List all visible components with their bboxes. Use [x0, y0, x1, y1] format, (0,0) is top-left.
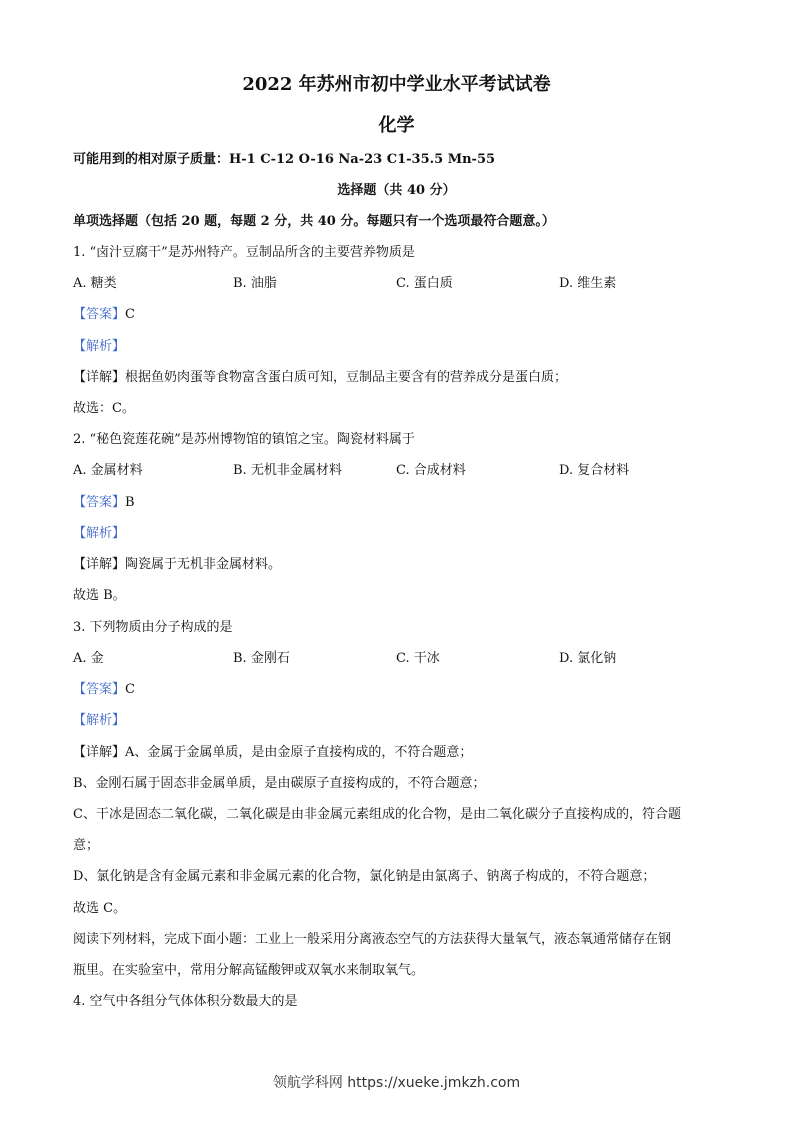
q2-answer-value: B	[125, 495, 135, 510]
section-heading: 选择题（共 40 分）	[337, 183, 456, 198]
q1-conclusion: 故选：C。	[73, 401, 135, 416]
section-instructions: 单项选择题（包括 20 题，每题 2 分，共 40 分。每题只有一个选项最符合题意。）	[73, 214, 555, 229]
q1-answer	[73, 307, 733, 323]
q1-option-a: A. 糖类	[73, 276, 117, 291]
q1-option-d: D. 维生素	[559, 276, 617, 291]
exam-title: 2022 年苏州市初中学业水平考试试卷	[242, 74, 551, 95]
q3-detail-c2: 意；	[73, 838, 100, 853]
q3-option-a: A. 金	[73, 651, 104, 666]
q2-option-a: A. 金属材料	[73, 463, 143, 478]
detail-label: 【详解】	[73, 370, 126, 385]
q1-detail-text: 根据鱼奶肉蛋等食物富含蛋白质可知，豆制品主要含有的营养成分是蛋白质；	[125, 370, 568, 385]
q3-option-d: D. 氯化钠	[559, 651, 617, 666]
subject-title: 化学	[378, 115, 415, 136]
q1-option-b: B. 油脂	[233, 276, 277, 291]
q2-analysis-label: 【解析】	[73, 526, 126, 541]
q2-answer	[73, 495, 733, 511]
answer-label: 【答案】	[73, 682, 126, 697]
answer-label: 【答案】	[73, 307, 126, 322]
q3-detail-d: D、氯化钠是含有金属元素和非金属元素的化合物，氯化钠是由氯离子、钠离子构成的，不符合题意；	[73, 869, 656, 884]
q2-options	[73, 463, 733, 479]
q3-answer-value: C	[125, 682, 135, 697]
q2-conclusion: 故选 B。	[73, 588, 126, 603]
q1-answer-value: C	[125, 307, 135, 322]
q1-option-c: C. 蛋白质	[396, 276, 453, 291]
reading-line-1: 阅读下列材料，完成下面小题：工业上一般采用分离液态空气的方法获得大量氧气，液态氧通常储存在钢	[73, 932, 672, 947]
q3-stem: 3. 下列物质由分子构成的是	[73, 620, 233, 635]
q2-option-d: D. 复合材料	[559, 463, 630, 478]
q3-detail-a	[73, 745, 733, 761]
q1-analysis-label: 【解析】	[73, 339, 126, 354]
q2-option-b: B. 无机非金属材料	[233, 463, 342, 478]
q1-options	[73, 276, 733, 292]
q2-detail	[73, 557, 733, 573]
q3-detail-b: B、金刚石属于固态非金属单质，是由碳原子直接构成的，不符合题意；	[73, 776, 486, 791]
q3-conclusion: 故选 C。	[73, 901, 127, 916]
q3-analysis-label: 【解析】	[73, 713, 126, 728]
footer-watermark: 领航学科网 https://xueke.jmkzh.com	[272, 1075, 521, 1091]
q3-option-b: B. 金刚石	[233, 651, 290, 666]
reading-line-2: 瓶里。在实验室中，常用分解高锰酸钾或双氧水来制取氧气。	[73, 963, 425, 978]
q3-detail-a-text: A、金属于金属单质，是由金原子直接构成的，不符合题意；	[125, 745, 473, 760]
q3-answer	[73, 682, 733, 698]
detail-label: 【详解】	[73, 557, 126, 572]
q2-option-c: C. 合成材料	[396, 463, 466, 478]
answer-label: 【答案】	[73, 495, 126, 510]
q3-options	[73, 651, 733, 667]
q4-stem: 4. 空气中各组分气体体积分数最大的是	[73, 994, 298, 1009]
q3-detail-c1: C、干冰是固态二氧化碳，二氧化碳是由非金属元素组成的化合物，是由二氧化碳分子直接构成的，符合题	[73, 807, 681, 822]
q2-stem: 2. “秘色瓷莲花碗”是苏州博物馆的镇馆之宝。陶瓷材料属于	[73, 432, 415, 447]
detail-label: 【详解】	[73, 745, 126, 760]
q3-option-c: C. 干冰	[396, 651, 440, 666]
q1-detail	[73, 370, 733, 386]
q2-detail-text: 陶瓷属于无机非金属材料。	[125, 557, 282, 572]
q1-stem: 1. “卤汁豆腐干”是苏州特产。豆制品所含的主要营养物质是	[73, 245, 415, 260]
atomic-masses: 可能用到的相对原子质量：H-1 C-12 O-16 Na-23 C1-35.5 Mn-55	[73, 152, 496, 167]
